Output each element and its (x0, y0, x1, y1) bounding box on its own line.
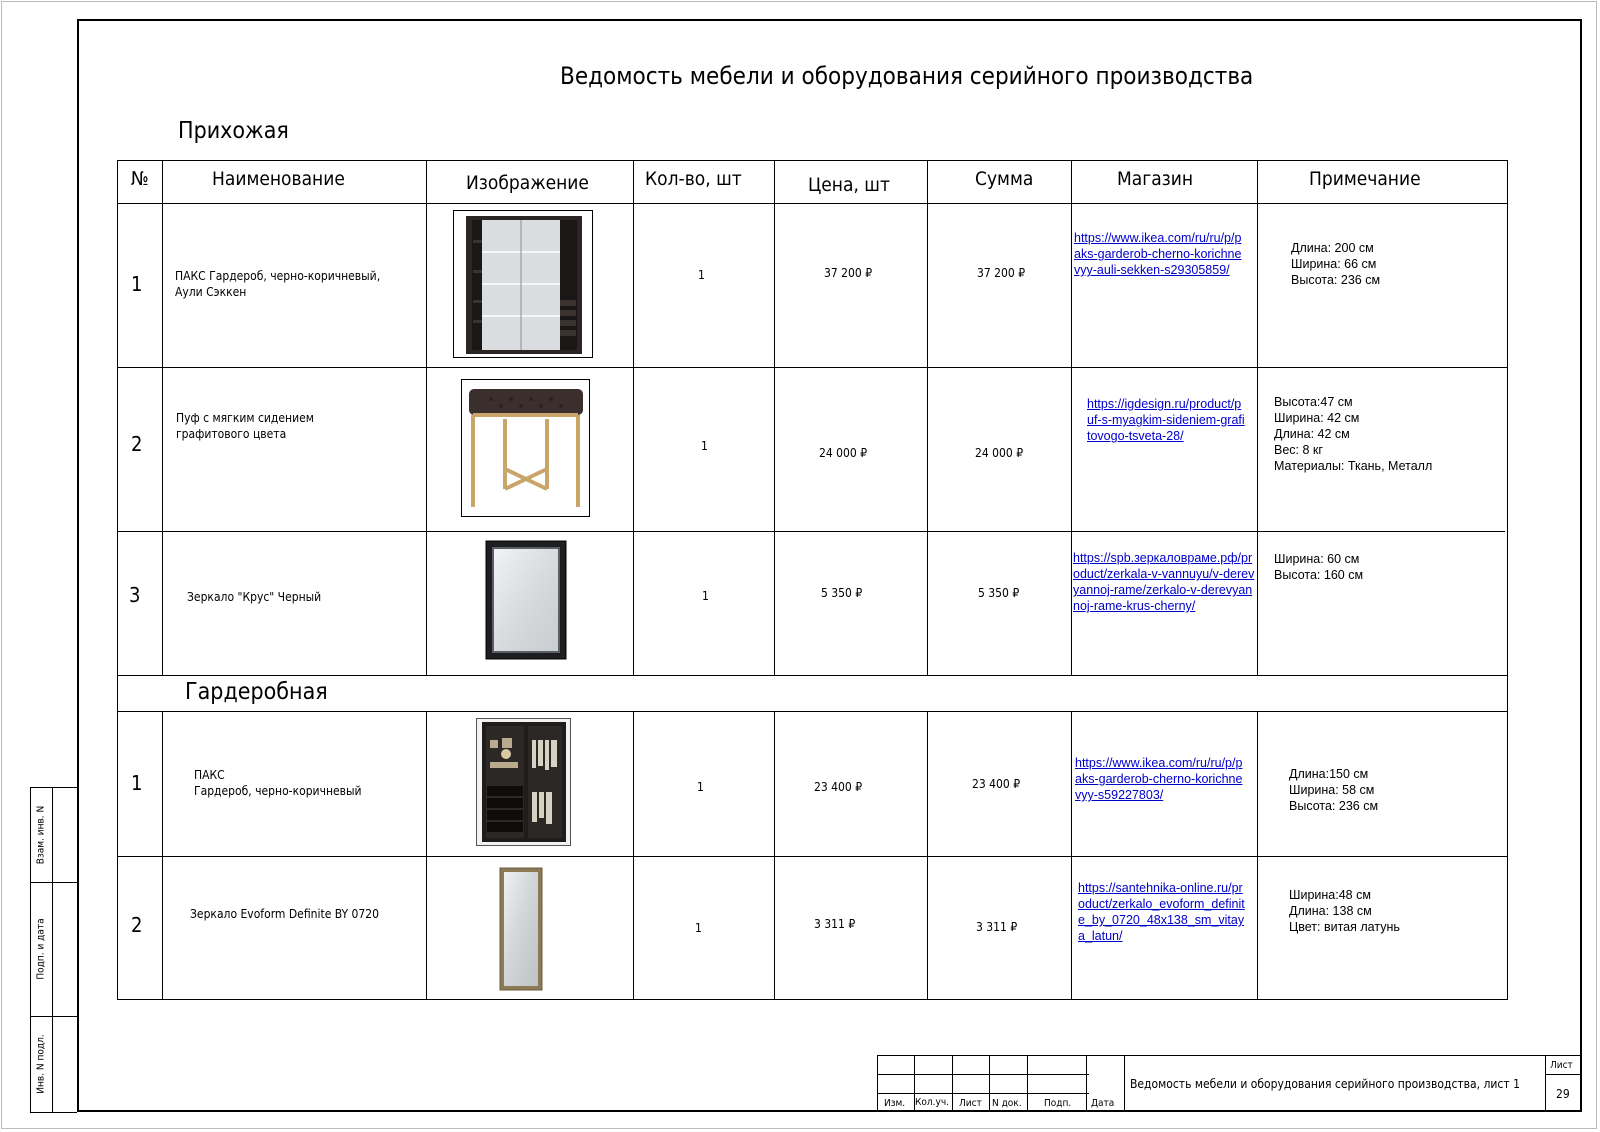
shop-link[interactable]: https://www.ikea.com/ru/ru/p/paks-garderob-cherno-korichnevyy-auli-sekken-s29305859/ (1074, 231, 1242, 277)
item-qty: 1 (695, 921, 702, 935)
item-name: ПАКС Гардероб, черно-коричневый, Аули Сэккен (175, 269, 381, 299)
item-price: 37 200 ₽ (824, 266, 873, 280)
pouf-image (461, 379, 590, 521)
item-name: Пуф с мягким сидением графитового цвета (176, 411, 314, 441)
item-note: Ширина: 60 см Высота: 160 см (1274, 552, 1364, 582)
item-name: Зеркало "Крус" Черный (187, 590, 322, 604)
item-note: Высота:47 см Ширина: 42 см Длина: 42 см Вес: 8 кг Материалы: Ткань, Металл (1274, 395, 1433, 473)
header-image: Изображение (466, 172, 589, 194)
item-price: 23 400 ₽ (814, 780, 863, 794)
row-number: 1 (131, 771, 143, 795)
floor-mirror-image (499, 867, 543, 995)
section-title-dressing-room: Гардеробная (185, 679, 328, 705)
header-shop: Магазин (1117, 168, 1194, 190)
header-note: Примечание (1309, 168, 1421, 190)
item-sum: 23 400 ₽ (972, 777, 1021, 791)
tb-col-list: Лист (959, 1098, 982, 1109)
tb-col-date: Дата (1091, 1098, 1115, 1109)
row-number: 2 (131, 913, 143, 937)
item-qty: 1 (701, 439, 708, 453)
item-sum: 3 311 ₽ (976, 920, 1018, 934)
tb-col-ndoc: N док. (992, 1098, 1022, 1109)
shop-link[interactable]: https://www.ikea.com/ru/ru/p/paks-garderob-cherno-korichnevyy-s59227803/ (1075, 756, 1243, 802)
open-wardrobe-image (476, 718, 571, 850)
section-title-hallway: Прихожая (178, 118, 289, 144)
item-name: ПАКС Гардероб, черно-коричневый (194, 768, 362, 798)
stamp-vzam-label: Взам. инв. N (35, 805, 47, 865)
tb-sheet-label: Лист (1550, 1060, 1573, 1071)
item-price: 5 350 ₽ (821, 586, 863, 600)
item-price: 3 311 ₽ (814, 917, 856, 931)
header-price: Цена, шт (808, 174, 890, 196)
header-no: № (131, 168, 149, 190)
stamp-inv-label: Инв. N подл. (35, 1034, 47, 1094)
shop-link[interactable]: https://igdesign.ru/product/puf-s-myagkim-sideniem-grafitovogo-tsveta-28/ (1087, 397, 1245, 443)
tb-description: Ведомость мебели и оборудования серийного производства, лист 1 (1130, 1077, 1520, 1091)
shop-link[interactable]: https://santehnika-online.ru/product/zerkalo_evoform_definite_by_0720_48x138_sm_vitaya_latun/ (1078, 881, 1245, 943)
item-name: Зеркало Evoform Definite BY 0720 (190, 907, 380, 921)
item-note: Ширина:48 см Длина: 138 см Цвет: витая латунь (1289, 888, 1400, 934)
tb-sheet-number: 29 (1556, 1087, 1570, 1101)
item-qty: 1 (697, 780, 704, 794)
mirror-black-image (485, 540, 567, 664)
item-sum: 5 350 ₽ (978, 586, 1020, 600)
item-qty: 1 (702, 589, 709, 603)
tb-col-izm: Изм. (884, 1098, 906, 1109)
header-name: Наименование (212, 168, 345, 190)
row-number: 2 (131, 432, 143, 456)
header-sum: Сумма (975, 168, 1034, 190)
row-number: 1 (131, 272, 143, 296)
tb-col-podp: Подп. (1044, 1098, 1072, 1109)
item-sum: 24 000 ₽ (975, 446, 1024, 460)
item-price: 24 000 ₽ (819, 446, 868, 460)
item-note: Длина:150 см Ширина: 58 см Высота: 236 см (1289, 767, 1379, 813)
header-qty: Кол-во, шт (645, 168, 742, 190)
stamp-podp-label: Подп. и дата (35, 918, 47, 980)
item-note: Длина: 200 см Ширина: 66 см Высота: 236 см (1291, 241, 1381, 287)
item-sum: 37 200 ₽ (977, 266, 1026, 280)
page-title: Ведомость мебели и оборудования серийного производства (560, 62, 1254, 90)
row-number: 3 (129, 583, 141, 607)
item-qty: 1 (698, 268, 705, 282)
shop-link[interactable]: https://spb.зеркаловраме.рф/product/zerkala-v-vannuyu/v-derevyannoj-rame/zerkalo-v-derevyannoj-rame-krus-cherny/ (1073, 551, 1255, 613)
tb-col-kolvo: Кол.уч. (915, 1097, 949, 1108)
wardrobe-image (453, 210, 593, 362)
